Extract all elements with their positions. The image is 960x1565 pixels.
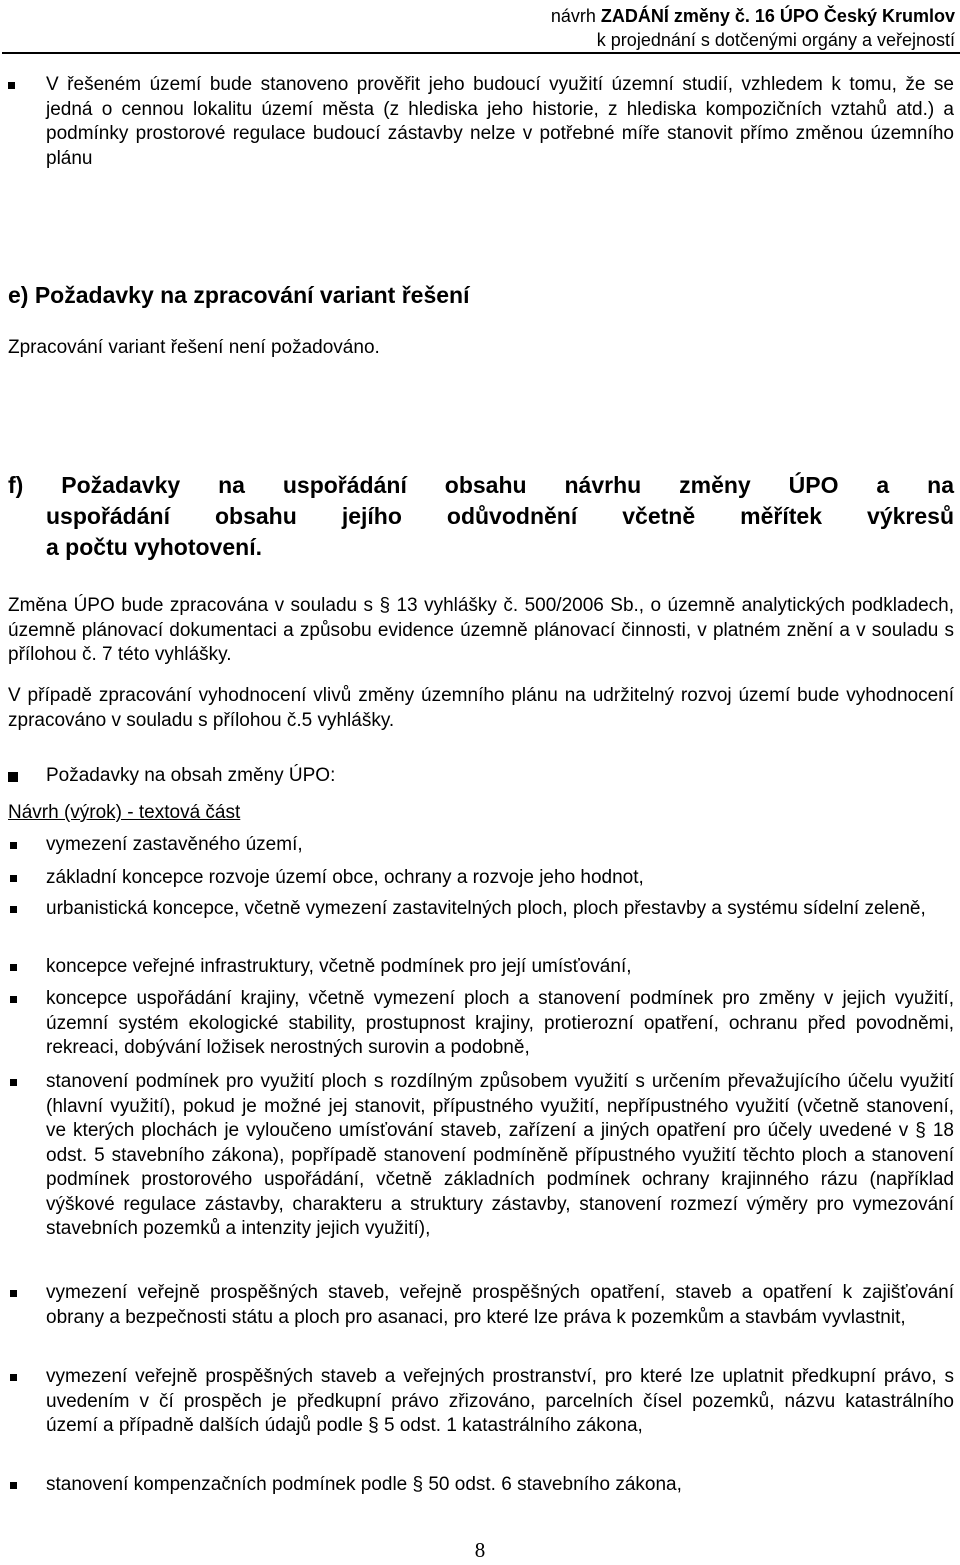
bullet-square-icon bbox=[10, 996, 17, 1003]
intro-bullet-item bbox=[8, 73, 954, 171]
list-item-text: koncepce veřejné infrastruktury, včetně podmínek pro její umísťování, bbox=[46, 956, 632, 977]
intro-bullet-text: V řešeném území bude stanoveno prověřit jeho budoucí využití územní studií, vzhledem k tomu, že se jedná o cennou lokalitu území města (z hlediska jeho historie, z hlediska kompozičních vztahů atd.) a podmínky prostorové regulace budoucí zástavby nelze v potřebné míře stanovit přímo změnou územního plánu bbox=[46, 74, 954, 169]
list-item-text: vymezení zastavěného území, bbox=[46, 834, 303, 855]
bullet-square-large-icon bbox=[8, 772, 18, 782]
list-item bbox=[8, 866, 954, 891]
bullet-square-icon bbox=[8, 82, 15, 89]
page-header bbox=[551, 4, 955, 52]
header-prefix: návrh bbox=[550, 6, 601, 26]
section-f-heading-line-3: a počtu vyhotovení. bbox=[46, 534, 262, 560]
page-number: 8 bbox=[474, 1538, 486, 1562]
requirements-heading: Požadavky na obsah změny ÚPO: bbox=[46, 765, 336, 786]
list-item-text: koncepce uspořádání krajiny, včetně vymezení ploch a stanovení podmínek pro změny v jejich využití, územní systém ekologické stability, prostupnost krajiny, protierozní opatření, ochranu před povodněmi, rekreaci, dobývání ložisek nerostných surovin a podobně, bbox=[46, 988, 954, 1058]
subheading-textual-part: Návrh (výrok) - textová část bbox=[8, 802, 241, 823]
list-item bbox=[8, 1070, 954, 1242]
section-f-heading-line-2: uspořádání obsahu jejího odůvodnění včetně měřítek výkresů bbox=[46, 503, 954, 529]
list-item-text: stanovení podmínek pro využití ploch s rozdílným způsobem využití s určením převažujícího účelu využití (hlavní využití), pokud je možné jej stanovit, přípustného využití, nepřípustného využití (včetně stanovení, ve kterých plochách je vyloučeno umísťování staveb, zařízení a jiných opatření pro účely uvedené v § 18 odst. 5 stavebního zákona), popřípadě stanovení podmíněně přípustného využití těchto ploch a stanovení podmínek prostorového uspořádání, včetně základních podmínek ochrany krajinného rázu (například výškové regulace zástavby, charakteru a struktury zástavby, stanovení rozmezí výměry pro vymezování stavebních pozemků a intenzity jejich využití), bbox=[46, 1071, 954, 1239]
header-rule bbox=[2, 52, 960, 54]
header-title: ZADÁNÍ změny č. 16 ÚPO Český Krumlov bbox=[600, 6, 955, 26]
bullet-square-icon bbox=[10, 1374, 17, 1381]
section-f-paragraph-2: V případě zpracování vyhodnocení vlivů změny územního plánu na udržitelný rozvoj území bude vyhodnocení zpracováno v souladu s přílohou č.5 vyhlášky. bbox=[8, 685, 954, 731]
list-item-text: urbanistická koncepce, včetně vymezení zastavitelných ploch, ploch přestavby a systému sídelní zeleně, bbox=[46, 898, 926, 919]
section-f-heading bbox=[8, 470, 954, 563]
bullet-square-icon bbox=[10, 842, 17, 849]
bullet-square-icon bbox=[10, 1079, 17, 1086]
section-e-text: Zpracování variant řešení není požadováno. bbox=[8, 337, 380, 358]
list-item bbox=[8, 897, 954, 922]
bullet-square-icon bbox=[10, 1290, 17, 1297]
list-item bbox=[8, 833, 954, 858]
bullet-square-icon bbox=[10, 906, 17, 913]
bullet-square-icon bbox=[10, 964, 17, 971]
list-item bbox=[8, 1365, 954, 1439]
requirements-heading-item bbox=[8, 764, 954, 789]
bullet-square-icon bbox=[10, 875, 17, 882]
list-item bbox=[8, 1473, 954, 1498]
list-item bbox=[8, 1281, 954, 1330]
list-item bbox=[8, 987, 954, 1061]
bullet-square-icon bbox=[10, 1482, 17, 1489]
list-item-text: základní koncepce rozvoje území obce, ochrany a rozvoje jeho hodnot, bbox=[46, 867, 644, 888]
header-line-1 bbox=[551, 4, 955, 28]
list-item-text: vymezení veřejně prospěšných staveb a veřejných prostranství, pro které lze uplatnit předkupní právo, s uvedením v čí prospěch je předkupní právo zřizováno, parcelních čísel pozemků, názvu katastrálního území a případně dalších údajů podle § 5 odst. 1 katastrálního zákona, bbox=[46, 1366, 954, 1436]
list-item-text: stanovení kompenzačních podmínek podle § 50 odst. 6 stavebního zákona, bbox=[46, 1474, 682, 1495]
list-item-text: vymezení veřejně prospěšných staveb, veřejně prospěšných opatření, staveb a opatření k zajišťování obrany a bezpečnosti státu a ploch pro asanaci, pro které lze práva k pozemkům a stavbám vyvlastnit, bbox=[46, 1282, 954, 1328]
section-e-heading: e) Požadavky na zpracování variant řešení bbox=[8, 282, 470, 308]
header-line-2: k projednání s dotčenými orgány a veřejností bbox=[596, 30, 955, 50]
list-item bbox=[8, 955, 954, 980]
section-f-heading-line-1: f) Požadavky na uspořádání obsahu návrhu změny ÚPO a na bbox=[8, 472, 954, 498]
section-f-paragraph-1: Změna ÚPO bude zpracována v souladu s § 13 vyhlášky č. 500/2006 Sb., o územně analytických podkladech, územně plánovací dokumentaci a způsobu evidence územně plánovací činnosti, v platném znění a v souladu s přílohou č. 7 této vyhlášky. bbox=[8, 595, 954, 665]
